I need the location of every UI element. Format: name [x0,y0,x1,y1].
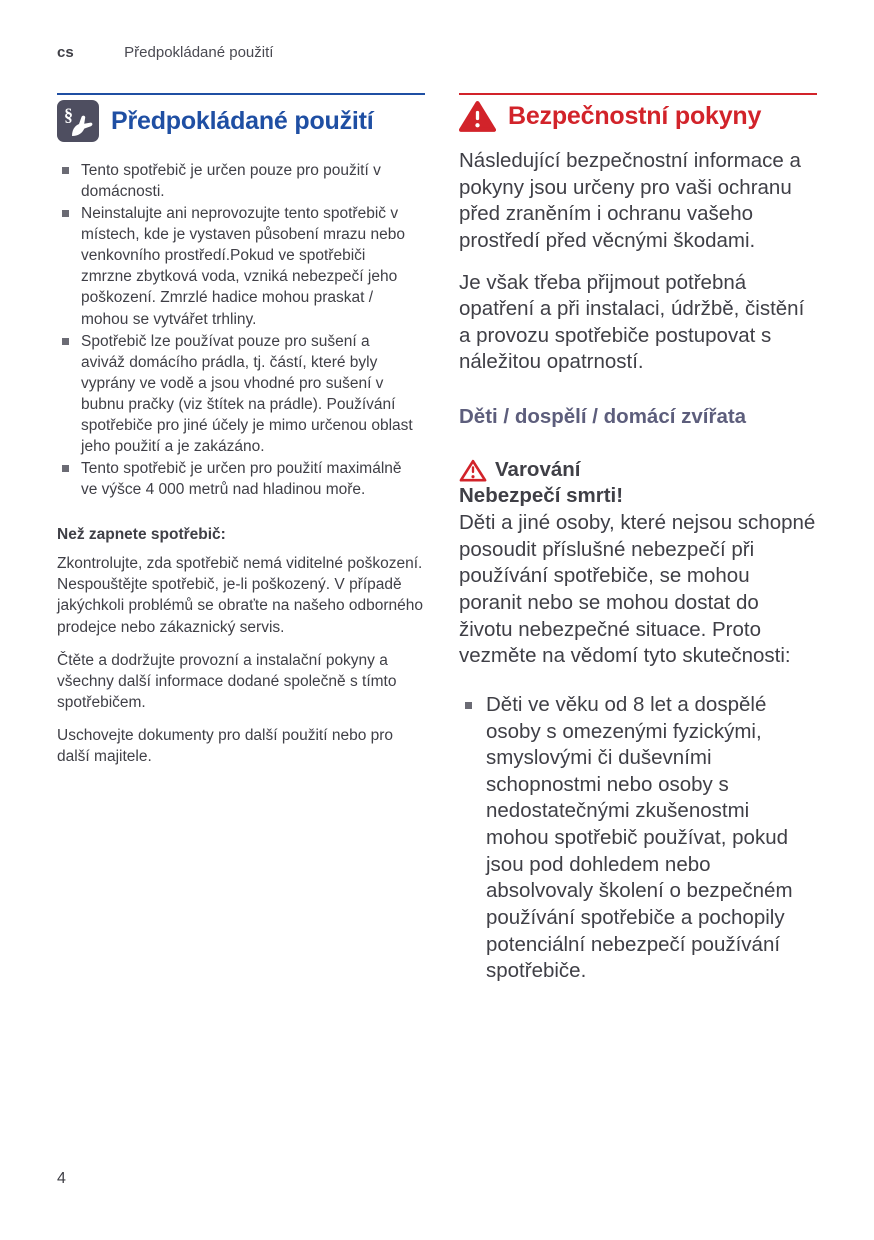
page-number: 4 [57,1170,66,1187]
warning-head [459,457,817,484]
bullet-text: Děti ve věku od 8 let a dospělé osoby s omezenými fyzickými, smyslovými či duševními schopnostmi nebo osoby s nedostatečnými zkušenostmi mohou spotřebič používat, pokud jsou pod dohledem nebo absolvovaly školení o bezpečném používání spotřebiče a pochopily potenciální nebezpečí používání spotřebiče. [486,692,793,983]
list-item [57,458,425,500]
section-head-safety [459,93,817,133]
warning-body-text: Děti a jiné osoby, které nejsou schopné posoudit příslušné nebezpečí při používání spotřebiče, se mohou poranit nebo se mohou dostat do životu nebezpečné situace. Proto vezměte na vědomí tyto skutečnosti: [459,511,816,668]
paragraph: Uschovejte dokumenty pro další použití nebo pro další majitele. [57,726,394,765]
list-item [57,160,425,202]
paragraph: Následující bezpečnostní informace a pokyny jsou určeny pro vaši ochranu před zraněním i ochranu vašeho prostředí před věcnými škodami. [459,149,801,252]
intended-use-bullet-list [57,160,425,500]
list-item [459,692,817,985]
bullet-square-icon [62,465,69,472]
bullet-square-icon [62,167,69,174]
paragraph-hand-icon [57,100,99,142]
bullet-text: Neinstalujte ani neprovozujte tento spotřebič v místech, kde je vystaven působení mrazu nebo venkovního prostředí.Pokud ve spotřebiči zmrzne zbytková voda, vzniká nebezpečí jeho poškození. Zmrzlé hadice mohou praskat / mohou se vytvářet trhliny. [81,205,405,328]
bullet-text: Spotřebič lze používat pouze pro sušení a aviváž domácího prádla, tj. částí, které byly vyprány ve vodě a jsou vhodné pro sušení v bubnu pračky (viz štítek na prádle). Používání spotřebiče pro jiné účely je mimo určenou oblast jeho použití a je zakázáno. [81,332,413,456]
svg-text:§: § [64,105,73,125]
running-header-title: Předpokládané použití [124,44,274,61]
left-column [57,93,425,986]
bullet-square-icon [62,210,69,217]
bullet-text: Tento spotřebič je určen pouze pro použití v domácnosti. [81,162,381,201]
subheading-before-switch-on: Než zapnete spotřebič: [57,526,226,544]
safety-intro [459,148,817,376]
warning-block [459,457,817,670]
section-title-intended-use: Předpokládané použití [111,107,374,135]
bullet-square-icon [62,338,69,345]
page-header [57,44,273,61]
safety-bullet-list [459,692,817,985]
paragraph: Zkontrolujte, zda spotřebič nemá viditelné poškození. Nespouštějte spotřebič, je-li poškozený. V případě jakýchkoli problémů se obraťte na našeho odborného prodejce nebo zákaznický servis. [57,555,423,636]
section-head-intended-use [57,93,425,142]
warning-danger-title: Nebezpečí smrti! [459,484,624,508]
bullet-square-icon [465,702,472,709]
section-title-safety: Bezpečnostní pokyny [508,102,762,131]
subsection-children-adults-pets: Děti / dospělí / domácí zvířata [459,405,747,429]
bullet-text: Tento spotřebič je určen pro použití maximálně ve výšce 4 000 metrů nad hladinou moře. [81,460,402,499]
content-columns [57,93,817,986]
paragraph: Čtěte a dodržujte provozní a instalační pokyny a všechny další informace dodané společně s tímto spotřebičem. [57,651,397,711]
paragraph: Je však třeba přijmout potřebná opatření a při instalaci, údržbě, čistění a provozu spotřebiče postupovat s náležitou opatrností. [459,270,805,374]
varovani-warning-icon [459,458,487,483]
warning-triangle-icon [459,100,496,133]
list-item [57,331,425,457]
list-item [57,203,425,329]
right-column [459,93,817,986]
language-code: cs [57,44,74,61]
warning-label: Varování [495,457,581,481]
